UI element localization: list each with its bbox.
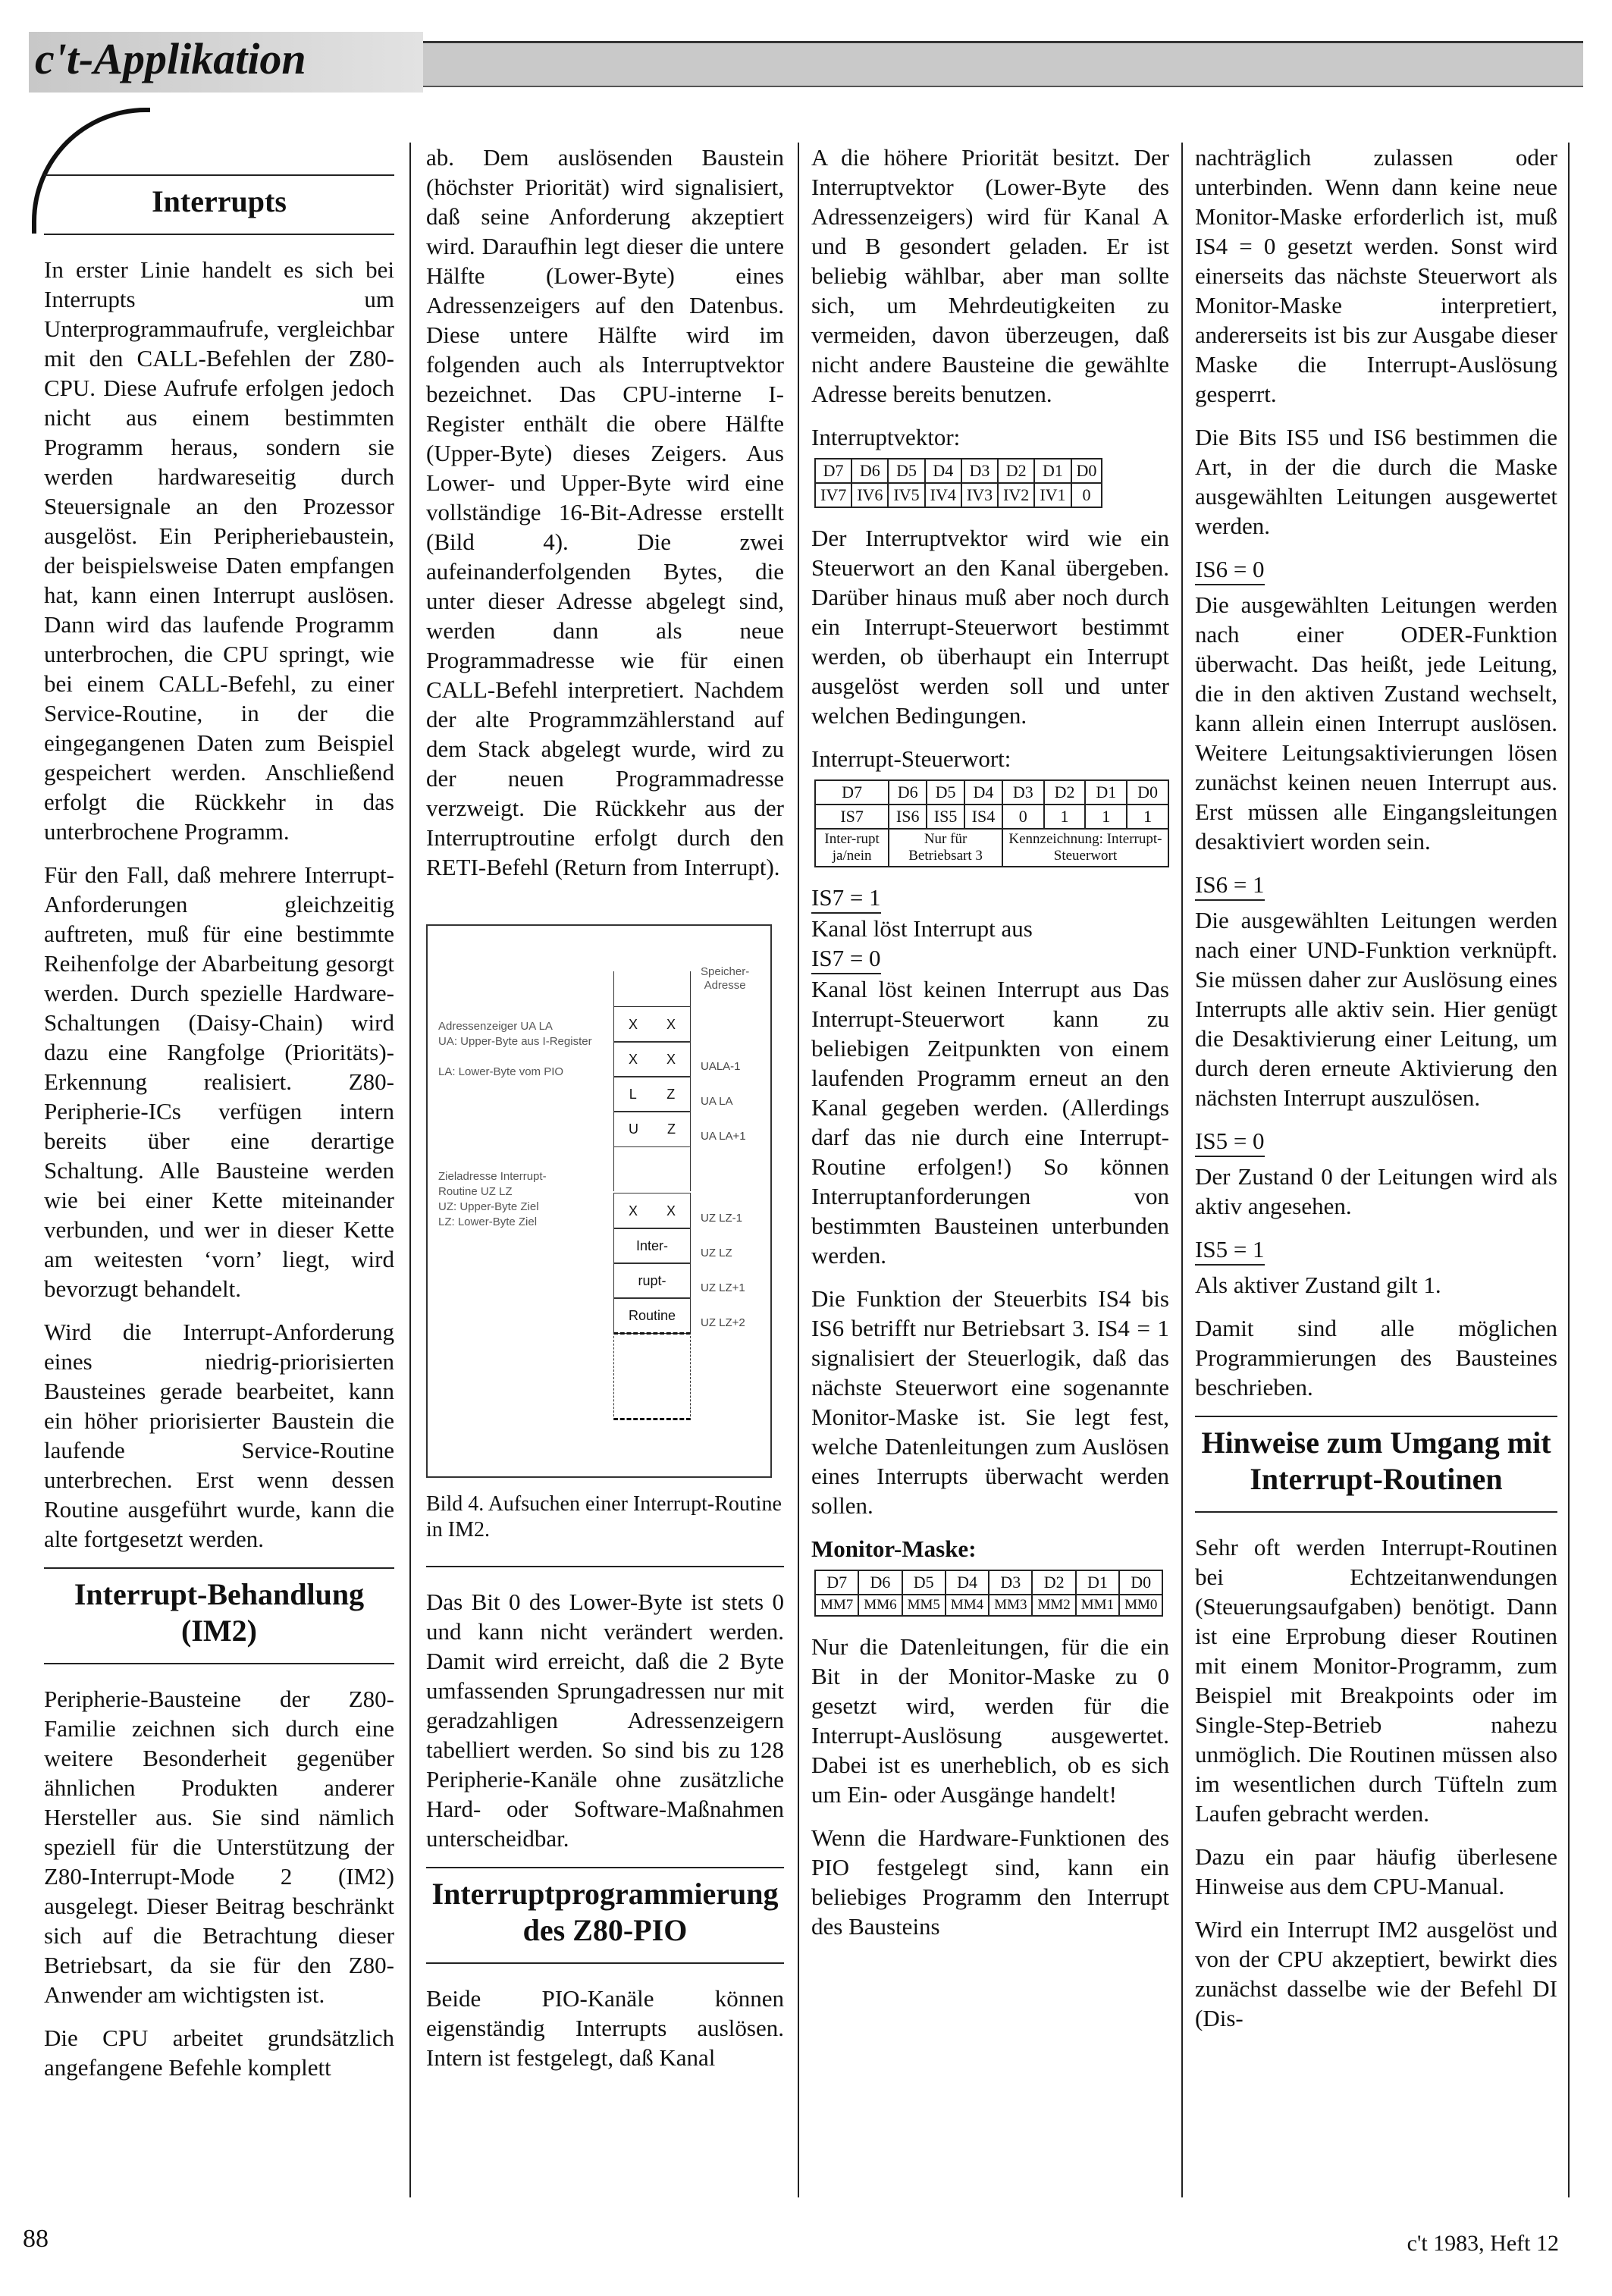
paragraph: Die Funktion der Steuerbits IS4 bis IS6 betrifft nur Betriebsart 3. IS4 = 1 signalisiert der Steuerlogik, daß das nächste Steuerwort eine sogenannte Monitor-Maske ist. Sie legt fest, welche Datenleitungen zum Auslösen eines Interrupts überwacht werden sollen. <box>811 1285 1169 1519</box>
memory-cell: Routine <box>613 1297 691 1334</box>
figure-label-speicher: Speicher- Adresse <box>701 965 750 992</box>
paragraph: Der Interruptvektor wird wie ein Steuerwort an den Kanal übergeben. Darüber hinaus muß aber noch durch ein Interrupt-Steuerwort bestimmt werden, ob überhaupt ein Interrupt ausgelöst werden soll und unter welchen Bedingungen. <box>811 525 1169 729</box>
memory-gap <box>613 1332 691 1420</box>
paragraph: Nur die Datenleitungen, für die ein Bit in der Monitor-Maske zu 0 gesetzt wird, werden für die Interrupt-Auslösung ausgewertet. Dabei ist es unerheblich, ob es sich um Ein- oder Ausgänge handelt! <box>811 1633 1169 1808</box>
figure-label: LZ: Lower-Byte Ziel <box>438 1215 538 1228</box>
address-label: UALA-1 <box>701 1060 741 1073</box>
label-interrupt-steuerwort: Interrupt-Steuerwort: <box>811 745 1011 772</box>
is7-off: IS7 = 0 <box>811 943 881 974</box>
figure-label: UZ: Upper-Byte Ziel <box>438 1200 539 1213</box>
memory-cell: U Z <box>613 1111 691 1147</box>
paragraph: Der Zustand 0 der Leitungen wird als aktiv angesehen. <box>1195 1163 1557 1219</box>
page-number: 88 <box>23 2225 49 2253</box>
address-label: UA LA <box>701 1095 733 1108</box>
label-interruptvektor: Interruptvektor: <box>811 424 961 450</box>
column-2 <box>426 143 784 2086</box>
is6-0: IS6 = 0 <box>1195 554 1265 585</box>
address-label: UZ LZ+1 <box>701 1281 745 1294</box>
paragraph: Peripherie-Bausteine der Z80-Familie zeichnen sich durch eine weitere Besonderheit gegenüber ähnlichen Produkten anderer Hersteller aus. Sie sind nämlich speziell für die Unterstützung der Z80-Interrupt-Mode 2 (IM2) ausgelegt. Dieser Beitrag beschränkt sich auf die Betrachtung dieser Betriebsart, da sie für den Z80-Anwender am wichtigsten ist. <box>44 1686 394 2008</box>
is5-0: IS5 = 0 <box>1195 1126 1265 1157</box>
memory-cell: X X <box>613 1193 691 1229</box>
column-rule <box>1181 143 1183 2197</box>
paragraph: Das Bit 0 des Lower-Byte ist stets 0 und kann nicht verändert werden. Damit wird erreicht, daß die 2 Byte umfassenden Sprungadressen nur mit geradzahligen Adressenzeigern tabelliert werden. So sind bis zu 128 Peripherie-Kanäle ohne zusätzliche Hard- oder Software-Maßnahmen unterscheidbar. <box>426 1589 784 1852</box>
address-label: UZ LZ-1 <box>701 1212 743 1225</box>
paragraph: Wird die Interrupt-Anforderung eines niedrig-priorisierten Bausteines gerade bearbeitet, kann ein höher priorisierter Baustein die laufende Service-Routine unterbrechen. Erst wenn dessen Routine ausgeführt wurde, kann die alte fortgesetzt werden. <box>44 1319 394 1552</box>
paragraph: Für den Fall, daß mehrere Interrupt-Anforderungen gleichzeitig auftreten, muß für eine bestimmte Reihenfolge der Abarbeitung gesorgt werden. Durch spezielle Hardware-Schaltungen (Daisy-Chain) wird dazu eine Rangfolge (Prioritäts)-Erkennung realisiert. Z80-Peripherie-ICs verfügen intern bereits über eine derartige Schaltung. Alle Bausteine werden wie bei einer Kette miteinander verbunden, und wer in dieser Kette am weitesten ‘vorn’ liegt, wird bevorzugt behandelt. <box>44 861 394 1302</box>
figure-label: LA: Lower-Byte vom PIO <box>438 1065 564 1078</box>
monitor-maske-table: D7 D6 D5 D4 D3 D2 D1 D0 MM7 MM6 MM5 MM4 MM3 MM2 MM1 MM0 <box>814 1570 1163 1617</box>
memory-cell: rupt- <box>613 1262 691 1299</box>
memory-cell <box>613 971 691 1006</box>
memory-cell: L Z <box>613 1076 691 1112</box>
column-rule <box>798 143 799 2197</box>
paragraph: Wird ein Interrupt IM2 ausgelöst und von der CPU akzeptiert, bewirkt dies zunächst dasselbe wie der Befehl DI (Dis- <box>1195 1916 1557 2031</box>
paragraph: Die CPU arbeitet grundsätzlich angefangene Befehle komplett <box>44 2025 394 2081</box>
paragraph: Sehr oft werden Interrupt-Routinen bei Echtzeitanwendungen (Steuerungsaufgaben) benötigt. Dann ist eine Erprobung dieser Routinen mit einem Monitor-Programm, zum Beispiel mit Breakpoints oder im Single-Step-Betrieb nahezu unmöglich. Die Routinen müssen also im wesentlichen durch Tüfteln zum Laufen gebracht werden. <box>1195 1534 1557 1827</box>
paragraph: Die ausgewählten Leitungen werden nach einer UND-Funktion verknüpft. Sie müssen daher zur Auslösung eines Interrupts alle aktiv sein. Hier genügt die Desaktivierung einer Leitung, um durch deren erneute Aktivierung den nächsten Interrupt auszulösen. <box>1195 907 1557 1111</box>
section-title: c't-Applikation <box>35 34 306 83</box>
figure-label: Adressenzeiger UA LA <box>438 1020 553 1033</box>
heading-hinweise: Hinweise zum Umgang mit Interrupt-Routinen <box>1195 1416 1557 1513</box>
steuerwort-table: D7 D6 D5 D4 D3 D2 D1 D0 IS7 IS6 IS5 IS4 0 1 1 1 Inter-rupt ja/nein Nur für Betriebsart 3 Kennzeichnung: Interrupt-Steuerwort <box>814 779 1169 867</box>
is5-1: IS5 = 1 <box>1195 1234 1265 1266</box>
paragraph: In erster Linie handelt es sich bei Interrupts um Unterprogrammaufrufe, vergleichbar mit den CALL-Befehlen der Z80-CPU. Diese Aufrufe erfolgen jedoch nicht aus einem bestimmten Programm heraus, sondern sie werden hardwareseitig durch Steuersignale an den Prozessor ausgelöst. Ein Peripheriebaustein, der beispielsweise Daten empfangen hat, kann einen Interrupt auslösen. Dann wird das laufende Programm unterbrochen, die CPU springt, wie bei einem CALL-Befehl, zu einer Service-Routine, in der die eingegangenen Daten zum Beispiel gespeichert werden. Anschließend erfolgt die Rückkehr in das unterbrochene Programm. <box>44 256 394 845</box>
paragraph: Kanal löst Interrupt aus <box>811 915 1033 942</box>
header-bar <box>423 41 1583 87</box>
heading-interruptprogrammierung: Interruptprogrammierung des Z80-PIO <box>426 1867 784 1964</box>
paragraph: A die höhere Priorität besitzt. Der Interruptvektor (Lower-Byte des Adressenzeigers) wird für Kanal A und B gesondert geladen. Er ist beliebig wählbar, aber man sollte sich, um Mehrdeutigkeiten zu vermeiden, davon überzeugen, daß nicht andere Bausteine die gewählte Adresse bereits benutzen. <box>811 144 1169 407</box>
page-header <box>29 32 1583 97</box>
paragraph: nachträglich zulassen oder unterbinden. Wenn dann keine neue Monitor-Maske erforderlich ist, muß IS4 = 0 gesetzt werden. Sonst wird einerseits das nächste Steuerwort als Monitor-Maske interpretiert, andererseits ist bis zur Ausgabe dieser Maske die Interrupt-Auslösung gesperrt. <box>1195 144 1557 407</box>
interruptvektor-table: D7 D6 D5 D4 D3 D2 D1 D0 IV7 IV6 IV5 IV4 IV3 IV2 IV1 0 <box>814 458 1102 508</box>
memory-cell: Inter- <box>613 1228 691 1264</box>
is6-1: IS6 = 1 <box>1195 870 1265 901</box>
address-label: UA LA+1 <box>701 1130 746 1143</box>
figure-label: Routine UZ LZ <box>438 1185 513 1198</box>
heading-interrupts: Interrupts <box>44 174 394 235</box>
address-label: UZ LZ+2 <box>701 1316 745 1329</box>
column-3 <box>811 143 1169 1955</box>
paragraph: Kanal löst keinen Interrupt aus Das Interrupt-Steuerwort kann zu beliebigen Zeitpunkten von einem laufenden Programm erneut an den Kanal gegeben werden. (Allerdings darf das nie durch eine Interrupt-Routine erfolgen!) So können Interruptanforderungen von bestimmten Bausteinen unterbunden werden. <box>811 976 1169 1269</box>
paragraph: ab. Dem auslösenden Baustein (höchster Priorität) wird signalisiert, daß seine Anforderung akzeptiert wird. Daraufhin legt dieser die untere Hälfte (Lower-Byte) eines Adressenzeigers auf den Datenbus. Diese untere Hälfte wird im folgenden auch als Interruptvektor bezeichnet. Das CPU-interne I-Register enthält die obere Hälfte (Upper-Byte) dieses Zeigers. Aus Lower- und Upper-Byte wird eine vollständige 16-Bit-Adresse erstellt (Bild 4). Die zwei aufeinanderfolgenden Bytes, die unter dieser Adresse abgelegt sind, werden dann als neue Programmadresse wie für einen CALL-Befehl interpretiert. Nachdem der alte Programmzählerstand auf dem Stack abgelegt wurde, wird zu der neuen Programmadresse verzweigt. Die Rückkehr aus der Interruptroutine erfolgt durch den RETI-Befehl (Return from Interrupt). <box>426 144 784 880</box>
column-rule <box>409 143 411 2197</box>
heading-interrupt-behandlung: Interrupt-Behandlung (IM2) <box>44 1567 394 1664</box>
paragraph: Die Bits IS5 und IS6 bestimmen die Art, in der die durch die Maske ausgewählten Leitungen ausgewertet werden. <box>1195 424 1557 539</box>
column-1 <box>44 174 394 2096</box>
column-4 <box>1195 143 1557 2047</box>
figure-caption: Bild 4. Aufsuchen einer Interrupt-Routine in IM2. <box>426 1492 782 1542</box>
paragraph: Als aktiver Zustand gilt 1. <box>1195 1272 1441 1298</box>
issue-label: c't 1983, Heft 12 <box>1407 2231 1559 2256</box>
label-monitor-maske: Monitor-Maske: <box>811 1535 977 1562</box>
paragraph: Dazu ein paar häufig überlesene Hinweise aus dem CPU-Manual. <box>1195 1843 1557 1899</box>
paragraph: Beide PIO-Kanäle können eigenständig Interrupts auslösen. Intern ist festgelegt, daß Kanal <box>426 1985 784 2071</box>
figure-label: Zieladresse Interrupt- <box>438 1170 547 1183</box>
memory-cell: X X <box>613 1006 691 1043</box>
section-tab <box>29 32 423 93</box>
paragraph: Die ausgewählten Leitungen werden nach einer ODER-Funktion überwacht. Das heißt, jede Leitung, die in den aktiven Zustand wechselt, kann allein einen Interrupt auslösen. Weitere Leitungsaktivierungen lösen zunächst keinen neuen Interrupt aus. Erst müssen alle Eingangsleitungen desaktiviert worden sein. <box>1195 591 1557 855</box>
column-rule <box>1568 143 1570 2197</box>
memory-gap <box>613 1146 691 1191</box>
figure-label: UA: Upper-Byte aus I-Register <box>438 1035 592 1048</box>
memory-cell: X X <box>613 1041 691 1077</box>
paragraph: Wenn die Hardware-Funktionen des PIO festgelegt sind, kann ein beliebiges Programm den Interrupt des Bausteins <box>811 1824 1169 1940</box>
figure-4-diagram <box>426 924 772 1478</box>
divider <box>426 1566 784 1567</box>
address-label: UZ LZ <box>701 1247 732 1259</box>
paragraph: Damit sind alle möglichen Programmierungen des Bausteines beschrieben. <box>1195 1315 1557 1400</box>
is7-on: IS7 = 1 <box>811 883 881 914</box>
